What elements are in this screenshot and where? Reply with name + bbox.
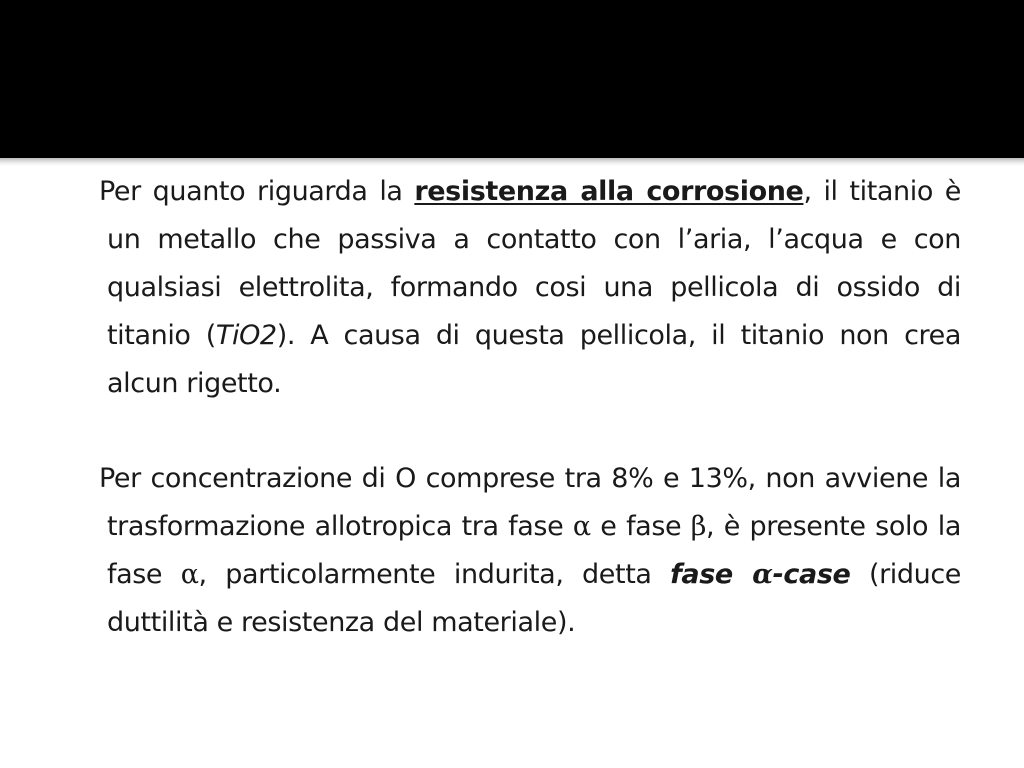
alpha-case-prefix: fase	[670, 559, 753, 590]
title-divider	[0, 158, 1024, 166]
p1-text-b: ). A causa di questa pellicola, il titanio non crea alcun rigetto.	[107, 320, 961, 399]
slide-body	[99, 168, 962, 647]
alpha-case-term	[670, 559, 850, 590]
p2-text-c: , è presente solo la fase	[107, 511, 961, 590]
title-bar	[0, 0, 1024, 158]
p1-text-a: , il titanio è un metallo che passiva a contatto con l’aria, l’acqua e con qualsiasi elettrolita, formando cosi una pellicola di ossido di titanio (	[107, 176, 961, 351]
p2-text-d: , particolarmente indurita, detta	[198, 559, 671, 590]
alpha-case-suffix: -case	[772, 559, 851, 590]
p2-text-e: (riduce duttilità e resistenza del materiale).	[107, 559, 962, 638]
p2-text-b: e fase	[590, 511, 691, 542]
p1-intro: Per quanto riguarda la	[99, 176, 415, 207]
corrosion-resistance-term: resistenza alla corrosione	[414, 176, 804, 207]
tio2-formula: TiO2	[215, 320, 277, 351]
p2-text-a: Per concentrazione di O comprese tra 8% e 13%, non avviene la trasformazione allotropica tra fase	[99, 463, 961, 542]
paragraph-oxygen-concentration	[99, 455, 962, 647]
alpha-symbol: α	[572, 511, 591, 542]
alpha-case-symbol: α	[752, 559, 773, 590]
alpha-symbol: α	[180, 559, 199, 590]
beta-symbol: β	[690, 511, 706, 542]
paragraph-corrosion	[99, 168, 961, 408]
